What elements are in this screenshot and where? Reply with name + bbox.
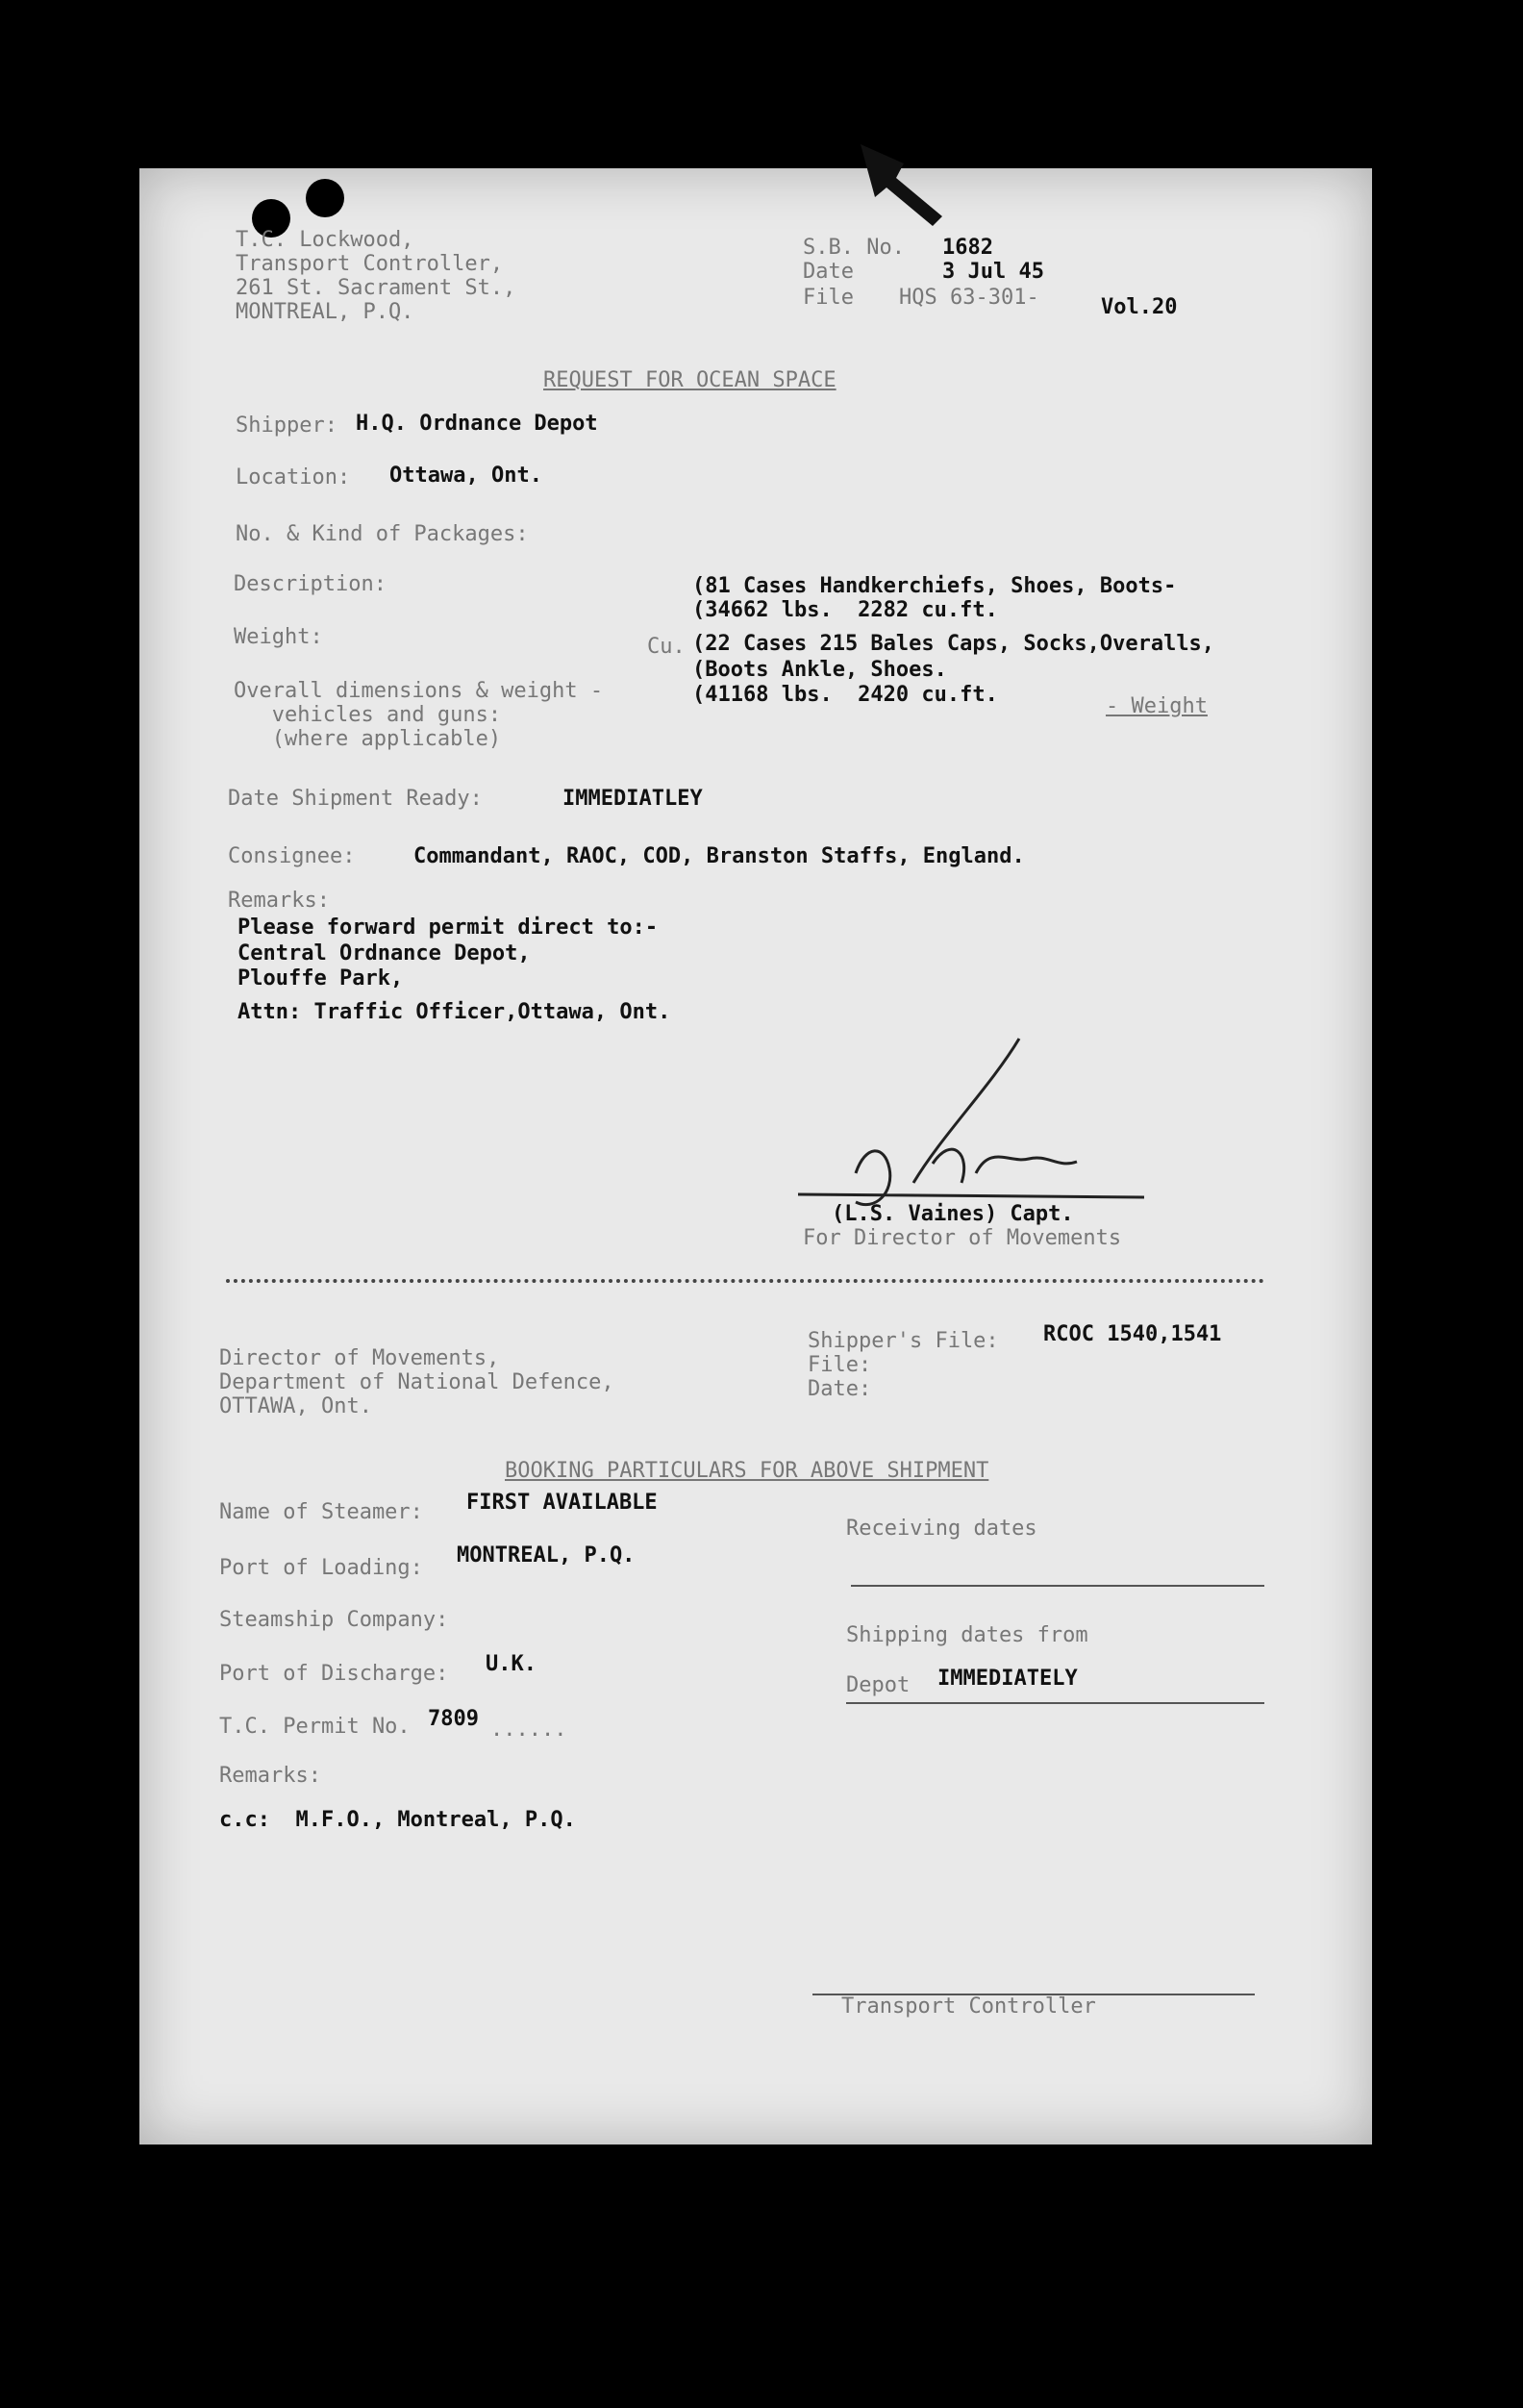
sender-street: 261 St. Sacrament St., — [236, 276, 516, 300]
file-value: HQS 63-301- — [899, 286, 1039, 310]
description-line: (41168 lbs. 2420 cu.ft. — [692, 683, 998, 707]
packages-label: No. & Kind of Packages: — [236, 522, 529, 546]
sender-city: MONTREAL, P.Q. — [236, 300, 414, 324]
sender-title: Transport Controller, — [236, 252, 504, 276]
depot-value: IMMEDIATELY — [937, 1667, 1078, 1691]
description-line: (Boots Ankle, Shoes. — [692, 658, 947, 682]
ready-value: IMMEDIATLEY — [562, 787, 703, 811]
signature-role: For Director of Movements — [803, 1226, 1122, 1250]
date-label: Date — [803, 260, 854, 284]
remarks-label: Remarks: — [228, 889, 330, 913]
recipient-line: Department of National Defence, — [219, 1370, 614, 1394]
cc-line: c.c: M.F.O., Montreal, P.Q. — [219, 1808, 576, 1832]
description-line: (34662 lbs. 2282 cu.ft. — [692, 598, 998, 622]
permit-label: T.C. Permit No. — [219, 1715, 411, 1739]
sb-label: S.B. No. — [803, 236, 905, 260]
overall-label-2: vehicles and guns: — [234, 703, 502, 727]
remarks-line: Central Ordnance Depot, — [237, 941, 531, 966]
remarks-line: Plouffe Park, — [237, 966, 404, 991]
vol-value: Vol.20 — [1101, 295, 1178, 319]
receiving-label: Receiving dates — [846, 1517, 1037, 1541]
company-label: Steamship Company: — [219, 1608, 449, 1632]
discharge-label: Port of Discharge: — [219, 1662, 449, 1686]
loading-value: MONTREAL, P.Q. — [457, 1543, 636, 1568]
arrow-mark-icon — [846, 135, 961, 240]
signature-name: (L.S. Vaines) Capt. — [832, 1202, 1074, 1226]
discharge-value: U.K. — [486, 1652, 537, 1676]
shippers-file-value: RCOC 1540,1541 — [1043, 1322, 1222, 1346]
booking-remarks-label: Remarks: — [219, 1764, 321, 1788]
file-label: File — [803, 286, 854, 310]
overall-label-3: (where applicable) — [234, 727, 502, 751]
description-line: (81 Cases Handkerchiefs, Shoes, Boots- — [692, 574, 1177, 598]
consignee-value: Commandant, RAOC, COD, Branston Staffs, England. — [413, 844, 1025, 868]
footer-label: Transport Controller — [841, 1994, 1096, 2019]
depot-rule — [846, 1702, 1264, 1704]
signature-mark — [798, 1029, 1202, 1221]
overall-weight: - Weight — [1106, 694, 1208, 718]
shipping-label: Shipping dates from — [846, 1623, 1088, 1647]
form-title: REQUEST FOR OCEAN SPACE — [543, 368, 836, 392]
steamer-label: Name of Steamer: — [219, 1500, 423, 1524]
description-line: (22 Cases 215 Bales Caps, Socks,Overalls, — [692, 632, 1215, 656]
receiving-rule — [851, 1585, 1264, 1587]
shippers-file-label: Shipper's File: — [808, 1329, 999, 1353]
cu-label: Cu. — [647, 635, 686, 659]
remarks-line: Attn: Traffic Officer,Ottawa, Ont. — [237, 1000, 671, 1024]
file-label-2: File: — [808, 1353, 872, 1377]
permit-value: 7809 — [428, 1707, 479, 1731]
separator-dotted — [226, 1279, 1264, 1283]
remarks-line: Please forward permit direct to:- — [237, 916, 659, 940]
punch-hole-right — [306, 179, 344, 217]
recipient-line: Director of Movements, — [219, 1346, 500, 1370]
overall-label: Overall dimensions & weight - — [234, 679, 604, 703]
booking-title: BOOKING PARTICULARS FOR ABOVE SHIPMENT — [505, 1459, 989, 1483]
consignee-label: Consignee: — [228, 844, 356, 868]
ready-label: Date Shipment Ready: — [228, 787, 483, 811]
depot-label: Depot — [846, 1673, 911, 1697]
permit-dots: ...... — [490, 1718, 567, 1742]
date-label-2: Date: — [808, 1377, 872, 1401]
sender-name: T.C. Lockwood, — [236, 228, 414, 252]
recipient-line: OTTAWA, Ont. — [219, 1394, 372, 1418]
shipper-label: Shipper: — [236, 414, 337, 438]
shipper-value: H.Q. Ordnance Depot — [356, 412, 598, 436]
weight-label: Weight: — [234, 625, 323, 649]
location-label: Location: — [236, 465, 351, 489]
sb-value: 1682 — [942, 236, 993, 260]
date-value: 3 Jul 45 — [942, 260, 1044, 284]
loading-label: Port of Loading: — [219, 1556, 423, 1580]
location-value: Ottawa, Ont. — [389, 464, 542, 488]
steamer-value: FIRST AVAILABLE — [466, 1491, 658, 1515]
description-label: Description: — [234, 572, 387, 596]
